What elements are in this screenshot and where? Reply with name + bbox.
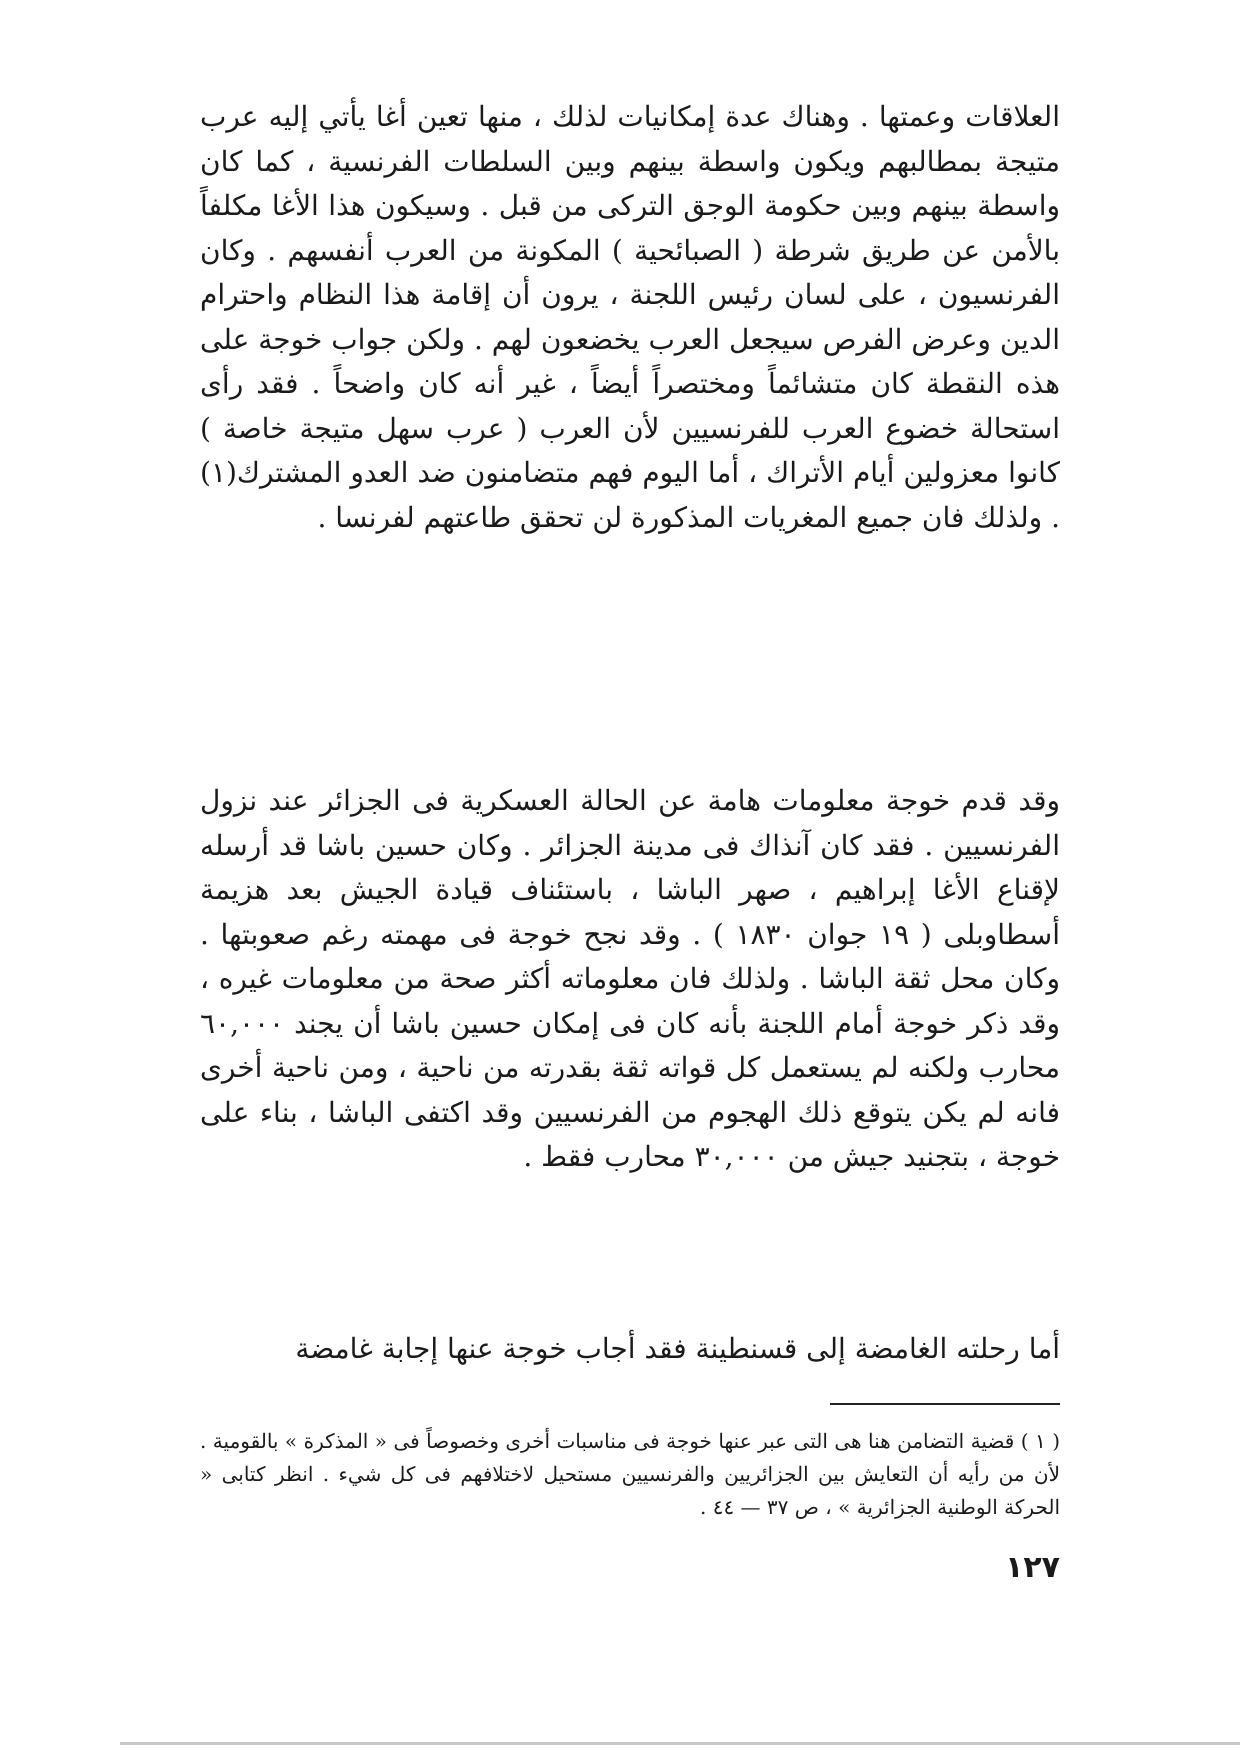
paragraph-1: العلاقات وعمتها . وهناك عدة إمكانيات لذلك ، منها تعين أغا يأتي إليه عرب متيجة بمطالبهم ويكون واسطة بينهم وبين السلطات الفرنسية ، كما كان واسطة بينهم وبين حكومة الوجق التركى من قبل . وسيكون هذا الأغا مكلفاً بالأمن عن طريق شرطة ( الصبائحية ) المكونة من العرب أنفسهم . وكان الفرنسيون ، على لسان رئيس اللجنة ، يرون أن إقامة هذا النظام واحترام الدين وعرض الفرص سيجعل العرب يخضعون لهم . ولكن جواب خوجة على هذه النقطة كان متشائماً ومختصراً أيضاً ، غير أنه كان واضحاً . فقد رأى استحالة خضوع العرب للفرنسيين لأن العرب ( عرب سهل متيجة خاصة ) كانوا معزولين أيام الأتراك ، أما اليوم فهم متضامنون ضد العدو المشترك(١) . ولذلك فان جميع المغريات المذكورة لن تحقق طاعتهم لفرنسا . bbox=[200, 100, 1060, 534]
footnote: ( ١ ) قضية التضامن هنا هى التى عبر عنها خوجة فى مناسبات أخرى وخصوصاً فى « المذكرة » بالقومية . لأن من رأيه أن التعايش بين الجزائريين والفرنسيين مستحيل لاختلافهم فى كل شيء . انظر كتابى « الحركة الوطنية الجزائرية » ، ص ٣٧ — ٤٤ . bbox=[200, 1429, 1060, 1519]
scan-edge-line bbox=[120, 1742, 1240, 1745]
page-number: ١٢٧ bbox=[1005, 1550, 1060, 1585]
paragraph-3: أما رحلته الغامضة إلى قسنطينة فقد أجاب خوجة عنها إجابة غامضة bbox=[295, 1332, 1060, 1365]
paragraph-2: وقد قدم خوجة معلومات هامة عن الحالة العسكرية فى الجزائر عند نزول الفرنسيين . فقد كان آنذاك فى مدينة الجزائر . وكان حسين باشا قد أرسله لإقناع الأغا إبراهيم ، صهر الباشا ، باستئناف قيادة الجيش بعد هزيمة أسطاوبلى ( ١٩ جوان ١٨٣٠ ) . وقد نجح خوجة فى مهمته رغم صعوبتها . وكان محل ثقة الباشا . ولذلك فان معلوماته أكثر صحة من معلومات غيره ، وقد ذكر خوجة أمام اللجنة بأنه كان فى إمكان حسين باشا أن يجند ٦٠,٠٠٠ محارب ولكنه لم يستعمل كل قواته ثقة بقدرته من ناحية ، ومن ناحية أخرى فانه لم يكن يتوقع ذلك الهجوم من الفرنسيين وقد اكتفى الباشا ، بناء على خوجة ، بتجنيد جيش من ٣٠,٠٠٠ محارب فقط . bbox=[200, 784, 1061, 1173]
footnote-separator bbox=[830, 1403, 1060, 1405]
